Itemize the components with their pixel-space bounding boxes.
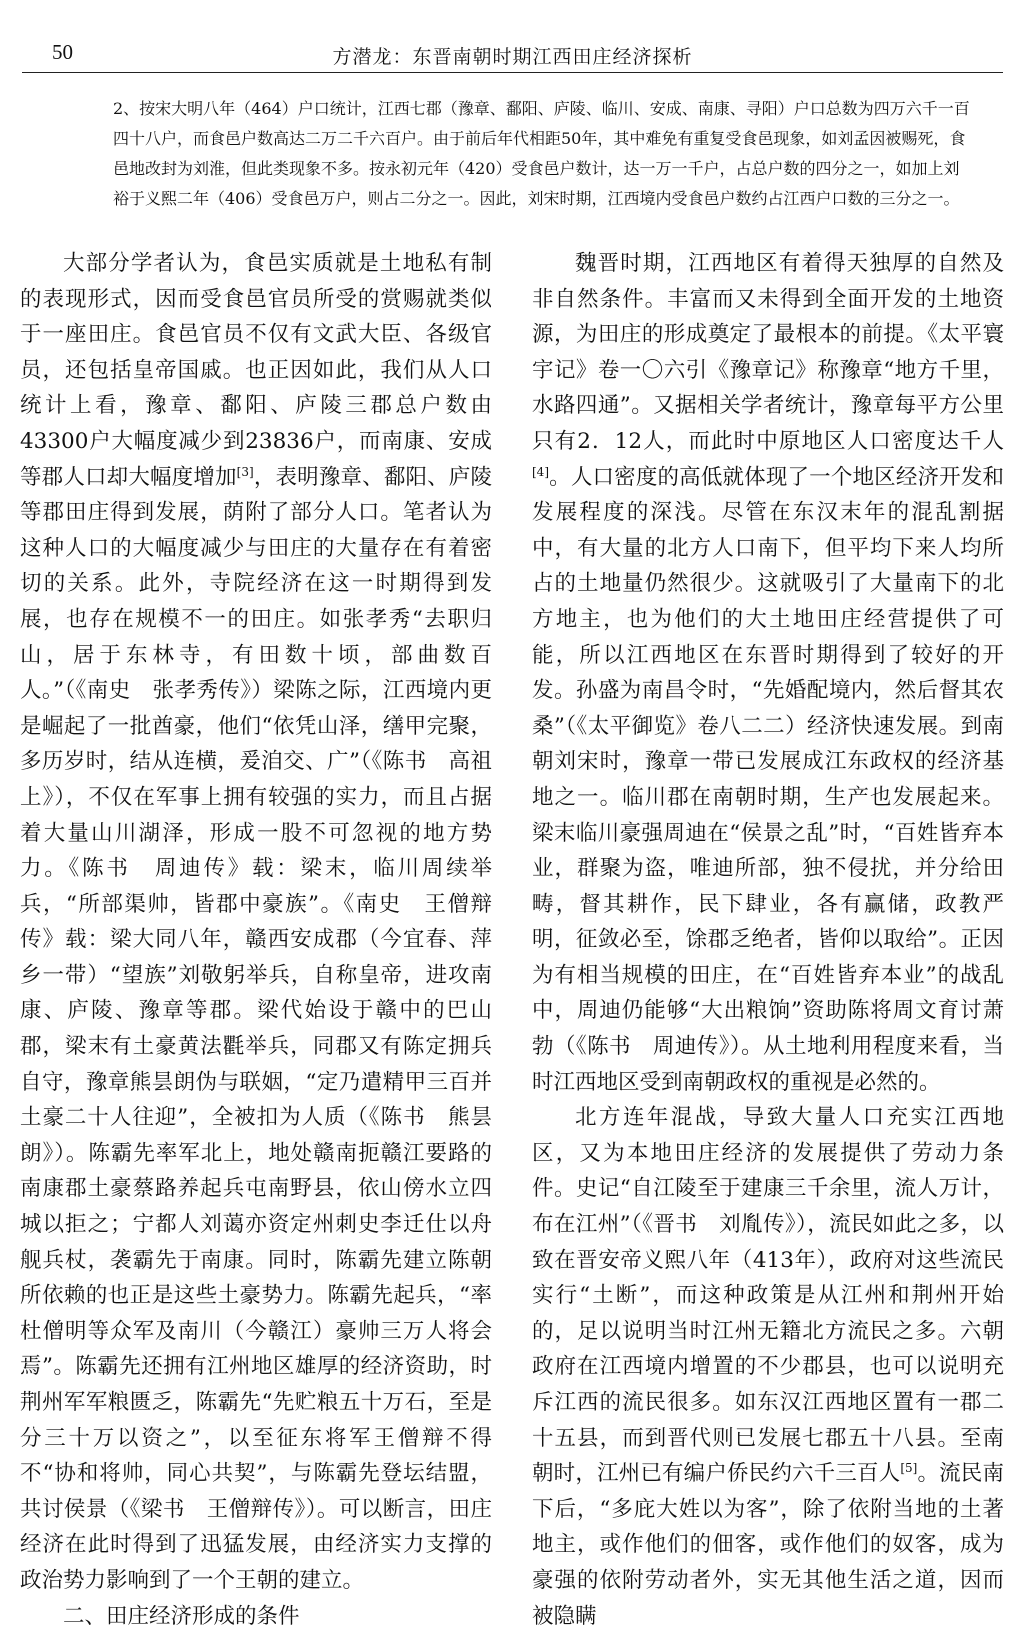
left-column (20, 246, 492, 1634)
paragraph (532, 246, 1004, 1100)
paragraph-text: 。人口密度的高低就体现了一个地区经济开发和发展程度的深浅。尽管在东汉末年的混乱割据中，有大量的北方人口南下，但平均下来人均所占的土地量仍然很少。这就吸引了大量南下的北方地主，也为他们的大土地田庄经营提供了可能，所以江西地区在东晋时期得到了较好的开发。孙盛为南昌令时，“先婚配境内，然后督其农桑”（《太平御览》卷八二二）经济快速发展。到南朝刘宋时，豫章一带已发展成江东政权的经济基地之一。临川郡在南朝时期，生产也发展起来。梁末临川豪强周迪在“侯景之乱”时，“百姓皆弃本业，群聚为盗，唯迪所部，独不侵扰，并分给田畴，督其耕作，民下肆业，各有赢储，政教严明，征敛必至，馀郡乏绝者，皆仰以取给”。正因为有相当规模的田庄，在“百姓皆弃本业”的战乱中，周迪仍能够“大出粮饷”资助陈将周文育讨萧勃（《陈书 周迪传》）。从土地利用程度来看，当时江西地区受到南朝政权的重视是必然的。 (532, 464, 1004, 1095)
paragraph (532, 1100, 1004, 1634)
citation-ref: [5] (900, 1461, 918, 1476)
paragraph-text: 北方连年混战，导致大量人口充实江西地区，又为本地田庄经济的发展提供了劳动力条件。史记“自江陵至于建康三千余里，流人万计，布在江州”（《晋书 刘胤传》），流民如此之多，以致在晋安帝义熙八年（413年），政府对这些流民实行“土断”，而这种政策是从江州和荆州开始的，足以说明当时江州无籍北方流民之多。六朝政府在江西境内增置的不少郡县，也可以说明充斥江西的流民很多。如东汉江西地区置有一郡二十五县，而到晋代则已发展七郡五十八县。至南朝时，江州已有编户侨民约六千三百人 (532, 1105, 1004, 1487)
citation-ref: [4] (532, 464, 549, 479)
page-header (22, 34, 1003, 73)
paragraph-text: 魏晋时期，江西地区有着得天独厚的自然及非自然条件。丰富而又未得到全面开发的土地资源，为田庄的形成奠定了最根本的前提。《太平寰宇记》卷一〇六引《豫章记》称豫章“地方千里，水路四通”。又据相关学者统计，豫章每平方公里只有2．12人，而此时中原地区人口密度达千人 (532, 251, 1004, 454)
right-column (532, 246, 1004, 1634)
section-heading: 二、田庄经济形成的条件 (63, 1603, 300, 1629)
paragraph-text: 。流民南下后，“多庇大姓以为客”，除了依附当地的土著地主，或作他们的佃客，或作他们的奴客，成为豪强的依附劳动者外，实无其他生活之道，因而被隐瞒 (532, 1461, 1004, 1629)
citation-ref: [3] (236, 464, 254, 479)
page-number: 50 (52, 40, 73, 64)
paragraph-text: 大部分学者认为，食邑实质就是土地私有制的表现形式，因而受食邑官员所受的赏赐就类似于一座田庄。食邑官员不仅有文武大臣、各级官员，还包括皇帝国戚。也正因如此，我们从人口统计上看，豫章、鄱阳、庐陵三郡总户数由43300户大幅度减少到23836户，而南康、安成等郡人口却大幅度增加 (20, 251, 492, 490)
paragraph (20, 246, 492, 1599)
footnote: 2、按宋大明八年（464）户口统计，江西七郡（豫章、鄱阳、庐陵、临川、安成、南康、寻阳）户口总数为四万六千一百四十八户，而食邑户数高达二万二千六百户。由于前后年代相距50年，其中难免有重复受食邑现象，如刘孟因被赐死，食邑地改封为刘淮，但此类现象不多。按永初元年（420）受食邑户数计，达一万一千户，占总户数的四分之一，如加上刘裕于义熙二年（406）受食邑万户，则占二分之一。因此，刘宋时期，江西境内受食邑户数约占江西户口数的三分之一。 (113, 99, 970, 208)
paragraph-text: ，表明豫章、鄱阳、庐陵等郡田庄得到发展，荫附了部分人口。笔者认为这种人口的大幅度减少与田庄的大量存在有着密切的关系。此外，寺院经济在这一时期得到发展，也存在规模不一的田庄。如张孝秀“去职归山，居于东林寺，有田数十顷，部曲数百人。”（《南史 张孝秀传》）梁陈之际，江西境内更是崛起了一批酋豪，他们“依凭山泽，缮甲完聚，多历岁时，结从连横，爰洎交、广”（《陈书 高祖上》），不仅在军事上拥有较强的实力，而且占据着大量山川湖泽，形成一股不可忽视的地方势力。《陈书 周迪传》载：梁末，临川周续举兵，“所部渠帅，皆郡中豪族”。《南史 王僧辩传》载：梁大同八年，赣西安成郡（今宜春、萍乡一带）“望族”刘敬躬举兵，自称皇帝，进攻南康、庐陵、豫章等郡。梁代始设于赣中的巴山郡，梁末有土豪黄法氍举兵，同郡又有陈定拥兵自守，豫章熊昙朗伪与联姻，“定乃遣精甲三百并土豪二十人往迎”，全被扣为人质（《陈书 熊昙朗》）。陈霸先率军北上，地处赣南扼赣江要路的南康郡土豪蔡路养起兵屯南野县，依山傍水立四城以拒之；宁都人刘蔼亦资定州刺史李迁仕以舟舰兵杖，袭霸先于南康。同时，陈霸先建立陈朝所依赖的也正是这些土豪势力。陈霸先起兵，“率杜僧明等众军及南川（今赣江）豪帅三万人将会焉”。陈霸先还拥有江州地区雄厚的经济资助，时荆州军军粮匮乏，陈霸先“先贮粮五十万石，至是分三十万以资之”，以至征东将军王僧辩不得不“协和将帅，同心共契”，与陈霸先登坛结盟，共讨侯景（《梁书 王僧辩传》）。可以断言，田庄经济在此时得到了迅猛发展，由经济实力支撑的政治势力影响到了一个王朝的建立。 (20, 464, 492, 1593)
running-title: 方潜龙：东晋南朝时期江西田庄经济探析 (332, 46, 693, 68)
